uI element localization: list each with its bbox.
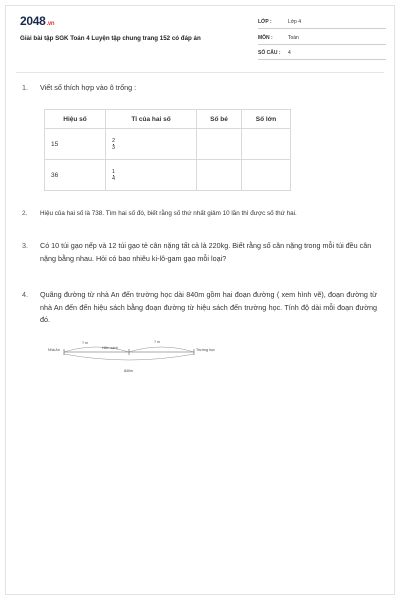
site-logo[interactable]: 2048.vn	[20, 14, 55, 28]
answer-table	[44, 109, 291, 191]
fraction-denominator: 3	[112, 144, 116, 151]
col-header-so-be: Số bé	[197, 110, 242, 129]
seg1-brace	[64, 347, 129, 352]
meta-count-key: SỐ CÂU :	[258, 50, 281, 56]
question-1-number: 1.	[22, 83, 28, 92]
col-header-ti-so: Tỉ của hai số	[106, 110, 197, 129]
question-4	[22, 289, 377, 329]
meta-subject-key: MÔN :	[258, 35, 273, 41]
mid-label: Hiệu sách	[102, 346, 118, 350]
fraction-numerator: 1	[112, 168, 116, 175]
cell-so-lon[interactable]	[242, 129, 291, 160]
document-title: Giải bài tập SGK Toán 4 Luyện tập chung trang 152 có đáp án	[20, 35, 201, 42]
start-label: Nhà An	[48, 348, 60, 352]
document-page	[5, 5, 395, 595]
route-diagram-svg	[44, 344, 264, 384]
seg2-label: ? m	[154, 340, 160, 344]
table-row	[45, 129, 291, 160]
question-2-number: 2.	[22, 210, 28, 217]
fraction-numerator: 2	[112, 137, 116, 144]
table-header-row	[45, 110, 291, 129]
fraction-denominator: 4	[112, 175, 116, 182]
question-1-text: Viết số thích hợp vào ô trống :	[40, 83, 137, 92]
fraction	[112, 138, 115, 151]
question-3	[22, 240, 377, 268]
question-2-text: Hiệu của hai số là 738. Tìm hai số đó, biết rằng số thứ nhất giảm 10 lần thì được số thứ hai.	[40, 210, 297, 217]
cell-so-lon[interactable]	[242, 160, 291, 191]
question-2	[22, 208, 377, 222]
fraction	[112, 169, 115, 182]
cell-ti-so	[106, 160, 197, 191]
header-divider	[16, 72, 384, 73]
question-1	[22, 82, 372, 96]
meta-class	[258, 18, 386, 29]
end-label: Trường học	[196, 348, 215, 352]
meta-count	[258, 49, 386, 60]
meta-class-key: LỚP :	[258, 19, 272, 25]
meta-subject-value: Toán	[288, 35, 299, 41]
col-header-hieu-so: Hiệu số	[45, 110, 106, 129]
meta-subject	[258, 34, 386, 45]
cell-so-be[interactable]	[197, 160, 242, 191]
total-label: 840m	[124, 369, 133, 373]
question-3-text: Có 10 túi gạo nếp và 12 túi gạo tẻ cân nặng tất cả là 220kg. Biết rằng số cân nặng trong mỗi túi đều cân nặng bằng nhau. Hỏi có bao nhiêu ki-lô-gam gạo mỗi loại?	[40, 241, 372, 263]
cell-so-be[interactable]	[197, 129, 242, 160]
meta-count-value: 4	[288, 50, 291, 56]
seg1-label: ? m	[82, 341, 88, 345]
cell-ti-so	[106, 129, 197, 160]
meta-class-value: Lớp 4	[288, 19, 302, 25]
question-4-text: Quãng đường từ nhà An đến trường học dài 840m gồm hai đoạn đường ( xem hình vẽ), đoạn đường từ nhà An đến đến hiệu sách bằng đoạn đường từ hiệu sách đến trường học. Tính độ dài mỗi đoạn đường đó.	[40, 290, 377, 324]
question-4-number: 4.	[22, 290, 28, 299]
cell-hieu-so: 36	[45, 160, 106, 191]
col-header-so-lon: Số lớn	[242, 110, 291, 129]
cell-hieu-so: 15	[45, 129, 106, 160]
question-3-number: 3.	[22, 241, 28, 250]
table-row	[45, 160, 291, 191]
seg2-brace	[129, 347, 194, 352]
route-diagram	[44, 340, 264, 384]
